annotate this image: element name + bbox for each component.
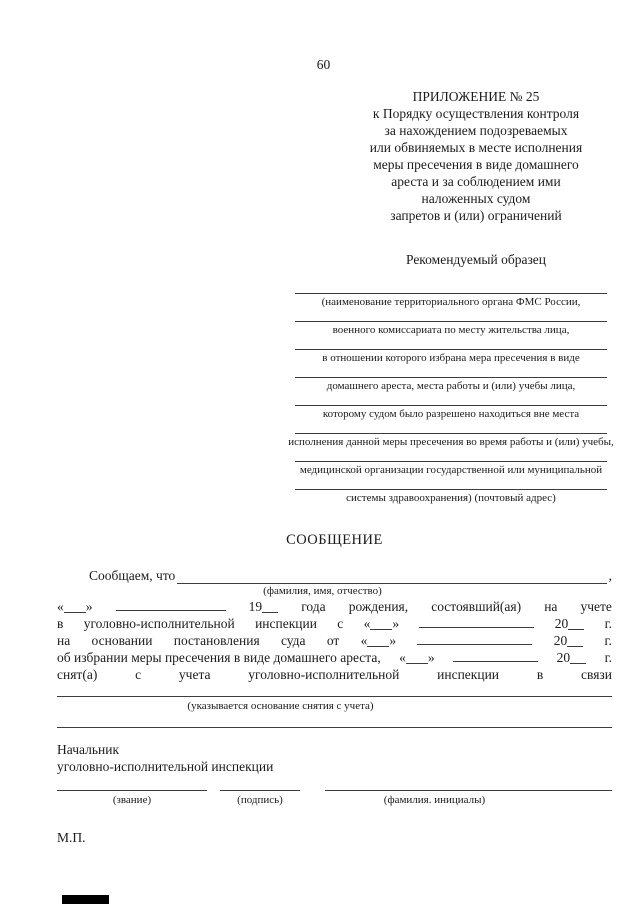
addressee-row [290,321,612,337]
addressee-caption: (наименование территориального органа ФМС России, [321,296,581,308]
intro-comma: , [608,568,612,583]
date-blank: « » [363,616,400,631]
appendix-header-line: меры пресечения в виде домашнего [373,157,579,172]
addressee-caption: которому судом было разрешено находиться вне места [322,408,580,420]
appendix-header-line: ПРИЛОЖЕНИЕ № 25 [412,89,540,104]
appendix-header-line: наложенных судом [421,191,531,206]
addressee-block [290,293,612,505]
addressee-caption: в отношении которого избрана мера пресечения в виде [322,352,580,364]
appendix-header-line: ареста и за соблюдением ими [391,174,561,189]
date-blank: « » [360,633,397,648]
message-body [57,567,612,684]
signature-name-field [325,790,612,807]
body-line-birth: « » 19 года рождения, состоявший(ая) на учете [57,599,612,614]
chief-title [57,741,612,775]
fill-in-line [419,624,534,628]
fill-in-line [177,569,606,584]
seal-placeholder: М.П. [57,830,86,845]
name-caption: (фамилия. инициалы) [383,794,486,806]
rank-caption: (звание) [112,794,152,806]
intro-line [57,567,612,584]
scan-artifact [62,895,109,904]
signature-row [57,790,612,807]
addressee-row [290,293,612,309]
fill-in-line [567,643,583,647]
addressee-caption: медицинской организации государственной или муниципальной [299,464,603,476]
fio-caption: (фамилия, имя, отчество) [263,585,382,597]
year-blank: 19 [249,599,279,615]
chief-title-line: Начальник [57,742,120,757]
fill-in-line [406,660,428,664]
fill-in-line [453,658,538,662]
fill-in-line [417,641,532,645]
body-line-inspection: в уголовно-исполнительной инспекции с « » 20 г. [57,616,612,631]
fill-in-line [568,626,584,630]
fill-in-line [262,609,278,613]
signature-rank-field [57,790,207,807]
recommended-sample-label: Рекомендуемый образец [405,252,546,267]
addressee-row [290,377,612,393]
date-blank: « » [57,599,93,614]
year-blank: 20 [557,650,587,666]
date-blank: « » [399,650,435,665]
removal-reason-caption: (указывается основание снятия с учета) [187,700,374,712]
body-line-court: на основании постановления суда от « » 20 г. [57,633,612,648]
year-blank: 20 [554,633,584,649]
intro-text: Сообщаем, что [89,568,176,583]
fill-in-line [116,607,226,611]
appendix-header-line: запретов и (или) ограничений [390,208,562,223]
addressee-caption: системы здравоохранения) (почтовый адрес) [346,492,556,504]
addressee-caption: военного комиссариата по месту жительства лица, [332,324,570,336]
appendix-header [340,88,612,224]
fill-in-line [570,660,586,664]
addressee-row [290,489,612,505]
appendix-header-line: или обвиняемых в месте исполнения [369,140,583,155]
year-blank: 20 [555,616,585,632]
body-line-arrest: об избрании меры пресечения в виде домашнего ареста, « » 20 г. [57,650,612,665]
fill-in-line [64,609,86,613]
addressee-row [290,405,612,421]
addressee-row [290,349,612,365]
addressee-caption: исполнения данной меры пресечения во время работы и (или) учебы, [288,436,614,448]
appendix-header-line: за нахождением подозреваемых [384,123,568,138]
fill-in-line [57,727,612,728]
chief-title-line: уголовно-исполнительной инспекции [57,759,274,774]
addressee-row [290,461,612,477]
page-number: 60 [316,57,331,72]
message-title: СООБЩЕНИЕ [286,532,383,548]
addressee-caption: домашнего ареста, места работы и (или) учебы лица, [326,380,576,392]
signature-sign-field [220,790,300,807]
fill-in-line [370,626,392,630]
appendix-header-line: к Порядку осуществления контроля [372,106,580,121]
body-line-removed: снят(а) с учета уголовно-исполнительной инспекции в связи [57,667,612,682]
addressee-row [290,433,612,449]
fill-in-line [367,643,389,647]
sign-caption: (подпись) [237,794,283,806]
